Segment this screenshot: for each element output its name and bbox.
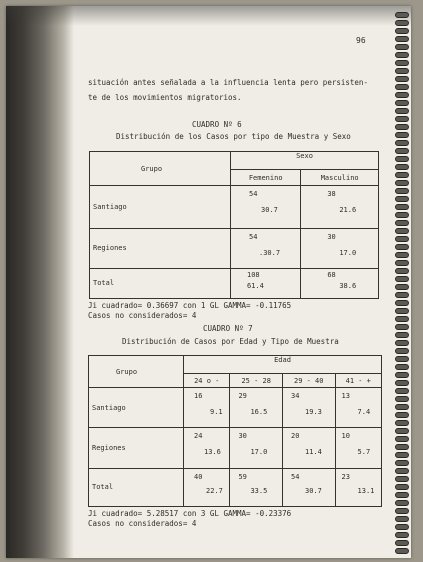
table2-cell bbox=[335, 468, 381, 506]
table2-percent: 13.1 bbox=[357, 486, 375, 495]
table2-cell bbox=[230, 388, 283, 428]
document-page bbox=[6, 6, 411, 558]
spiral-coil bbox=[395, 172, 409, 178]
table2-group-header-cell bbox=[89, 356, 184, 388]
spiral-coil bbox=[395, 380, 409, 386]
spiral-coil bbox=[395, 308, 409, 314]
table1-group-header: Grupo bbox=[141, 164, 163, 173]
table2-cell bbox=[335, 428, 381, 468]
table1-count: 38 bbox=[327, 190, 336, 199]
spiral-coil bbox=[395, 324, 409, 330]
table2-percent: 16.5 bbox=[250, 408, 268, 417]
table2-cell bbox=[282, 388, 335, 428]
spiral-coil bbox=[395, 516, 409, 522]
spiral-coil bbox=[395, 492, 409, 498]
spiral-coil bbox=[395, 428, 409, 434]
spiral-coil bbox=[395, 412, 409, 418]
spiral-coil bbox=[395, 212, 409, 218]
spiral-coil bbox=[395, 20, 409, 26]
table1-count: 54 bbox=[249, 190, 258, 199]
table1-cell bbox=[231, 186, 301, 228]
spiral-coil bbox=[395, 484, 409, 490]
spiral-coil bbox=[395, 292, 409, 298]
table1-percent: .30.7 bbox=[259, 248, 281, 257]
table2-row-label: Total bbox=[89, 468, 184, 506]
spiral-coil bbox=[395, 148, 409, 154]
table2-col-group-header: Edad bbox=[184, 356, 382, 374]
table2-count: 40 bbox=[194, 472, 203, 481]
spiral-coil bbox=[395, 276, 409, 282]
spiral-coil bbox=[395, 420, 409, 426]
spiral-coil bbox=[395, 164, 409, 170]
table2-cell bbox=[184, 468, 230, 506]
table1-cell bbox=[231, 268, 301, 298]
spiral-coil bbox=[395, 196, 409, 202]
table2-cell bbox=[282, 468, 335, 506]
spiral-coil bbox=[395, 372, 409, 378]
spiral-coil bbox=[395, 132, 409, 138]
table2-count: 59 bbox=[238, 472, 247, 481]
spiral-coil bbox=[395, 396, 409, 402]
table2-cell bbox=[230, 428, 283, 468]
table2-col: 41 - + bbox=[335, 374, 381, 388]
page-number: 96 bbox=[356, 36, 366, 45]
spiral-coil bbox=[395, 100, 409, 106]
table2-percent: 9.1 bbox=[210, 408, 223, 417]
table1-count: 54 bbox=[249, 232, 258, 241]
table2-cell bbox=[184, 388, 230, 428]
table1-cell bbox=[231, 228, 301, 268]
table1-cell bbox=[301, 186, 379, 228]
table1-col-femenino: Femenino bbox=[231, 170, 301, 186]
spiral-coil bbox=[395, 92, 409, 98]
spiral-coil bbox=[395, 404, 409, 410]
table1-count: 30 bbox=[327, 232, 336, 241]
table1 bbox=[89, 151, 379, 299]
spiral-coil bbox=[395, 188, 409, 194]
table2-count: 13 bbox=[341, 392, 350, 401]
table2-count: 54 bbox=[290, 472, 300, 481]
table2-count: 24 bbox=[194, 432, 203, 441]
table2-excluded: Casos no considerados= 4 bbox=[88, 519, 197, 528]
table2-cell bbox=[335, 388, 381, 428]
spiral-coil bbox=[395, 500, 409, 506]
table1-group-header-cell bbox=[90, 152, 231, 186]
spiral-coil bbox=[395, 52, 409, 58]
table2-group-header: Grupo bbox=[116, 367, 138, 376]
table2-percent: 7.4 bbox=[357, 408, 371, 417]
spiral-coil bbox=[395, 68, 409, 74]
spiral-coil bbox=[395, 284, 409, 290]
table1-row-label: Santiago bbox=[90, 186, 231, 228]
table2-percent: 13.6 bbox=[204, 448, 221, 457]
table1-row-label: Regiones bbox=[90, 228, 231, 268]
table2-cell bbox=[184, 428, 230, 468]
spiral-coil bbox=[395, 228, 409, 234]
spiral-coil bbox=[395, 364, 409, 370]
table2-title: Distribución de Casos por Edad y Tipo de Muestra bbox=[122, 337, 339, 346]
spiral-coil bbox=[395, 540, 409, 546]
spiral-coil bbox=[395, 468, 409, 474]
spiral-coil bbox=[395, 116, 409, 122]
spiral-coil bbox=[395, 220, 409, 226]
table2-percent: 33.5 bbox=[250, 486, 268, 495]
intro-line-2: te de los movimientos migratorios. bbox=[88, 93, 242, 102]
table1-excluded: Casos no considerados= 4 bbox=[88, 311, 197, 320]
spiral-coil bbox=[395, 140, 409, 146]
spiral-coil bbox=[395, 252, 409, 258]
table1-stats: Ji cuadrado= 0.36697 con 1 GL GAMMA= -0.11765 bbox=[88, 301, 292, 310]
table1-percent: 38.6 bbox=[339, 281, 357, 290]
table2-row-label: Regiones bbox=[89, 428, 184, 468]
table2-count: 10 bbox=[341, 432, 350, 441]
table2-count: 23 bbox=[341, 472, 350, 481]
table2-col: 29 - 40 bbox=[282, 374, 335, 388]
table2-percent: 11.4 bbox=[304, 448, 322, 457]
table1-count: 108 bbox=[247, 270, 260, 279]
spiral-coil bbox=[395, 36, 409, 42]
spiral-coil bbox=[395, 156, 409, 162]
table1-col-masculino: Masculino bbox=[301, 170, 379, 186]
spiral-coil bbox=[395, 204, 409, 210]
spiral-coil bbox=[395, 236, 409, 242]
table1-percent: 61.4 bbox=[247, 281, 264, 290]
top-shadow bbox=[6, 6, 411, 26]
spiral-coil bbox=[395, 300, 409, 306]
table1-percent: 30.7 bbox=[261, 206, 278, 215]
table2-col: 24 o - bbox=[184, 374, 230, 388]
spiral-coil bbox=[395, 356, 409, 362]
spiral-coil bbox=[395, 524, 409, 530]
table1-cell bbox=[301, 268, 379, 298]
table2-cell bbox=[230, 468, 283, 506]
table2 bbox=[88, 355, 382, 507]
table2-percent: 17.0 bbox=[250, 448, 268, 457]
table2-count: 16 bbox=[194, 392, 203, 401]
table2-count: 29 bbox=[238, 392, 247, 401]
spiral-coil bbox=[395, 548, 409, 554]
spiral-coil bbox=[395, 244, 409, 250]
table1-col-group-header: Sexo bbox=[231, 152, 379, 170]
spiral-coil bbox=[395, 316, 409, 322]
spiral-coil bbox=[395, 532, 409, 538]
spiral-coil bbox=[395, 332, 409, 338]
intro-line-1: situación antes señalada a la influencia lenta pero persisten- bbox=[88, 78, 368, 87]
table2-stats: Ji cuadrado= 5.28517 con 3 GL GAMMA= -0.23376 bbox=[88, 509, 292, 518]
spiral-coil bbox=[395, 348, 409, 354]
spiral-coil bbox=[395, 124, 409, 130]
spiral-coil bbox=[395, 84, 409, 90]
table2-col: 25 - 28 bbox=[230, 374, 283, 388]
table2-percent: 5.7 bbox=[357, 448, 371, 457]
table2-percent: 22.7 bbox=[206, 486, 223, 495]
table2-percent: 30.7 bbox=[304, 486, 322, 495]
spiral-coil bbox=[395, 340, 409, 346]
spiral-coil bbox=[395, 388, 409, 394]
table1-caption: CUADRO Nº 6 bbox=[192, 120, 242, 129]
spiral-coil bbox=[395, 444, 409, 450]
table1-cell bbox=[301, 228, 379, 268]
spiral-coil bbox=[395, 44, 409, 50]
spiral-coil bbox=[395, 268, 409, 274]
table1-count: 68 bbox=[327, 270, 336, 279]
table1-percent: 21.6 bbox=[339, 206, 357, 215]
spiral-coil bbox=[395, 108, 409, 114]
spiral-coil bbox=[395, 476, 409, 482]
spiral-coil bbox=[395, 436, 409, 442]
table2-cell bbox=[282, 428, 335, 468]
table2-count: 34 bbox=[290, 392, 300, 401]
spiral-binding bbox=[395, 6, 411, 558]
table1-row-label: Total bbox=[90, 268, 231, 298]
binding-shadow bbox=[6, 6, 74, 558]
table2-count: 20 bbox=[290, 432, 300, 441]
spiral-coil bbox=[395, 260, 409, 266]
spiral-coil bbox=[395, 12, 409, 18]
table2-percent: 19.3 bbox=[304, 408, 322, 417]
spiral-coil bbox=[395, 28, 409, 34]
table2-caption: CUADRO Nº 7 bbox=[203, 324, 253, 333]
spiral-coil bbox=[395, 60, 409, 66]
table2-count: 30 bbox=[238, 432, 247, 441]
spiral-coil bbox=[395, 180, 409, 186]
spiral-coil bbox=[395, 76, 409, 82]
table1-percent: 17.0 bbox=[339, 248, 357, 257]
spiral-coil bbox=[395, 508, 409, 514]
table1-title: Distribución de los Casos por tipo de Muestra y Sexo bbox=[116, 132, 351, 141]
table2-row-label: Santiago bbox=[89, 388, 184, 428]
spiral-coil bbox=[395, 460, 409, 466]
spiral-coil bbox=[395, 452, 409, 458]
